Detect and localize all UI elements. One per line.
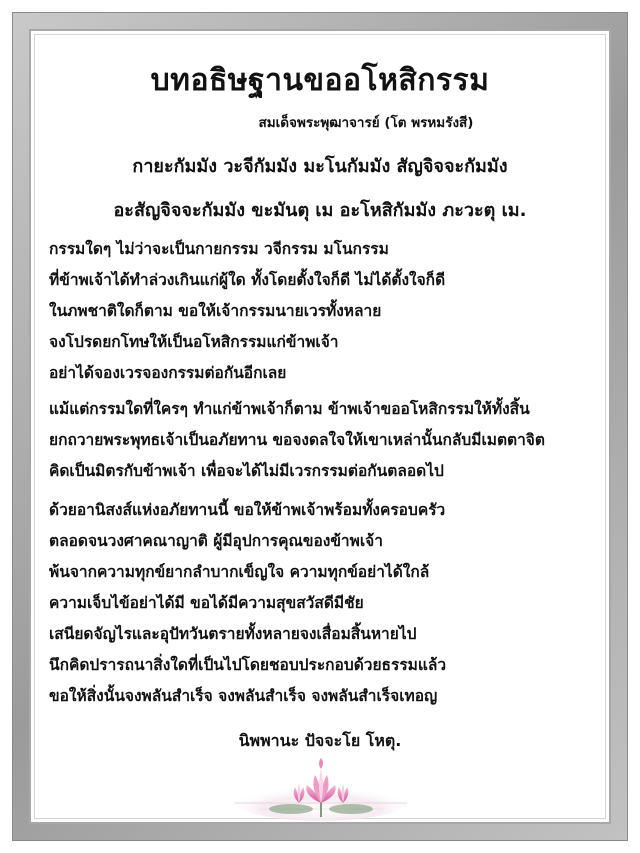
page-title: บทอธิษฐานขออโหสิกรรม xyxy=(150,63,490,98)
paragraph-line: เสนียดจัญไรและอุปัทวันตรายทั้งหลายจงเสื่อมสิ้นหายไป xyxy=(49,625,417,643)
paragraph-line: ขอให้สิ่งนั้นจงพลันสำเร็จ จงพลันสำเร็จ จงพลันสำเร็จเทอญ xyxy=(49,687,438,705)
pali-line: กายะกัมมัง วะจีกัมมัง มะโนกัมมัง สัญจิจจะกัมมัง xyxy=(132,156,508,177)
paragraph-line: ยกถวายพระพุทธเจ้าเป็นอภัยทาน ขอจงดลใจให้เขาเหล่านั้นกลับมีเมตตาจิต xyxy=(49,431,545,449)
paragraph-line: อย่าได้จองเวรจองกรรมต่อกันอีกเลย xyxy=(49,364,287,382)
paragraph-forgiveness-request xyxy=(49,234,599,389)
paragraph-forgiveness-given xyxy=(49,394,599,487)
paragraph-line: ด้วยอานิสงส์แห่งอภัยทานนี้ ขอให้ข้าพเจ้าพร้อมทั้งครอบครัว xyxy=(49,501,446,519)
paragraph-line: ตลอดจนวงศาคณาญาติ ผู้มีอุปการคุณของข้าพเจ้า xyxy=(49,532,383,550)
closing-verse: นิพพานะ ปัจจะโย โหตุ. xyxy=(238,731,402,750)
author-line: สมเด็จพระพุฒาจารย์ (โต พรหมรังสี) xyxy=(258,115,474,131)
lotus-icon xyxy=(229,757,413,823)
paragraph-line: ความเจ็บไข้อย่าได้มี ขอได้มีความสุขสวัสดีมีชัย xyxy=(49,594,364,612)
paragraph-line: แม้แต่กรรมใดที่ใครๆ ทำแก่ข้าพเจ้าก็ตาม ข้าพเจ้าขออโหสิกรรมให้ทั้งสิ้น xyxy=(49,400,530,418)
prayer-document xyxy=(29,29,611,824)
paragraph-line: ที่ข้าพเจ้าได้ทำล่วงเกินแก่ผู้ใด ทั้งโดยตั้งใจก็ดี ไม่ได้ตั้งใจก็ดี xyxy=(49,271,446,289)
paragraph-line: พ้นจากความทุกข์ยากลำบากเข็ญใจ ความทุกข์อย่าได้ใกล้ xyxy=(49,563,430,581)
paragraph-line: คิดเป็นมิตรกับข้าพเจ้า เพื่อจะได้ไม่มีเวรกรรมต่อกันตลอดไป xyxy=(49,462,444,480)
paragraph-line: ในภพชาติใดก็ตาม ขอให้เจ้ากรรมนายเวรทั้งหลาย xyxy=(49,302,382,320)
pali-line: อะสัญจิจจะกัมมัง ขะมันตุ เม อะโหสิกัมมัง ภะวะตุ เม. xyxy=(113,200,527,221)
paragraph-line: กรรมใดๆ ไม่ว่าจะเป็นกายกรรม วจีกรรม มโนกรรม xyxy=(49,240,389,258)
paragraph-line: นึกคิดปรารถนาสิ่งใดที่เป็นไปโดยชอบประกอบด้วยธรรมแล้ว xyxy=(49,656,447,674)
paragraph-line: จงโปรดยกโทษให้เป็นอโหสิกรรมแก่ข้าพเจ้า xyxy=(49,333,339,351)
paragraph-blessing xyxy=(49,495,599,712)
